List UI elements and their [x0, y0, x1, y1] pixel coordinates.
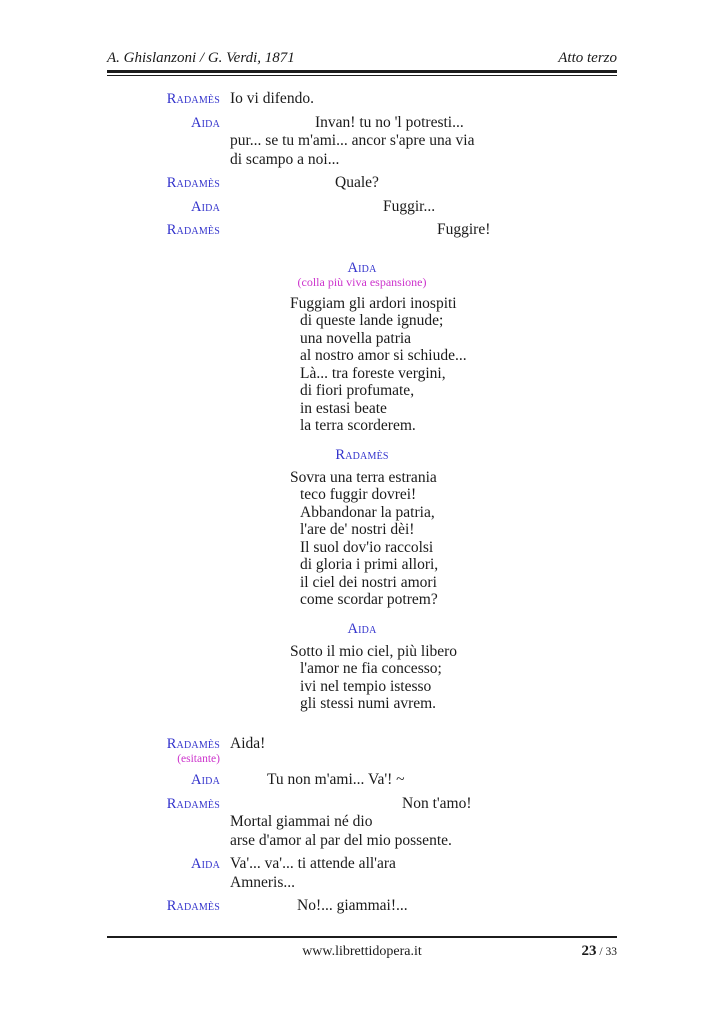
speaker-label-centered: Radamès	[335, 446, 389, 463]
verse-line: Sovra una terra estrania	[290, 468, 437, 486]
verse-block	[107, 260, 617, 435]
page-number-current: 23	[581, 943, 597, 959]
verse-line: l'amor ne fia concesso;	[300, 660, 442, 677]
verse-line: teco fuggir dovrei!	[300, 486, 417, 503]
dialog-row	[107, 795, 617, 851]
page-footer	[107, 936, 617, 960]
verse-block	[107, 621, 617, 713]
speaker-label-centered: Aida	[347, 620, 377, 637]
dialog-row	[107, 735, 617, 767]
speaker-label: Radamès	[166, 898, 220, 914]
speaker-label-centered: Aida	[347, 259, 377, 276]
dialog-line: pur... se tu m'ami... ancor s'apre una via	[230, 132, 475, 149]
verse-line: Là... tra foreste vergini,	[300, 364, 446, 382]
page-header	[107, 50, 617, 67]
dialog-line: No!... giammai!...	[297, 897, 408, 914]
speaker-label: Radamès	[166, 735, 220, 752]
verse-line: ivi nel tempio istesso	[300, 677, 432, 695]
dialog-line: Invan! tu no 'l potresti...	[315, 113, 464, 131]
footer-page-number	[582, 943, 617, 961]
dialog-line: di scampo a noi...	[230, 150, 340, 168]
verse-line: come scordar potrem?	[300, 591, 438, 608]
dialog-line: arse d'amor al par del mio possente.	[230, 831, 452, 849]
dialog-line: Tu non m'ami... Va'! ~	[267, 771, 405, 788]
dialog-line: Va'... va'... ti attende all'ara	[230, 855, 396, 872]
dialog-row	[107, 897, 617, 916]
verse-line: al nostro amor si schiude...	[300, 347, 467, 364]
header-author-line: A. Ghislanzoni / G. Verdi, 1871	[107, 50, 295, 66]
stage-direction: (colla più viva espansione)	[297, 274, 427, 289]
dialog-line: Fuggire!	[437, 221, 491, 238]
dialog-row	[107, 221, 617, 240]
header-rule	[107, 70, 617, 76]
footer-site-url: www.librettidopera.it	[302, 944, 422, 959]
dialog-row	[107, 114, 617, 170]
verse-line: la terra scorderem.	[300, 417, 416, 434]
speaker-label: Radamès	[166, 795, 220, 812]
verse-line: Il suol dov'io raccolsi	[300, 538, 434, 556]
dialog-line: Mortal giammai né dio	[230, 813, 373, 830]
verse-line: l'are de' nostri dèi!	[300, 521, 415, 538]
speaker-label: Radamès	[166, 222, 220, 238]
verse-line: il ciel dei nostri amori	[300, 573, 437, 591]
speaker-label: Aida	[190, 114, 220, 131]
verse-line: Abbandonar la patria,	[300, 503, 435, 521]
dialog-row	[107, 855, 617, 892]
dialog-line: Aida!	[230, 734, 266, 752]
speaker-label: Radamès	[166, 175, 220, 191]
speaker-label: Aida	[190, 198, 220, 215]
verse-line: di gloria i primi allori,	[300, 556, 439, 573]
dialog-line: Amneris...	[230, 873, 296, 891]
dialog-section-top	[107, 90, 617, 240]
dialog-line: Non t'amo!	[402, 794, 472, 812]
page-number-total: / 33	[599, 946, 617, 958]
speaker-label: Aida	[190, 856, 220, 872]
dialog-row	[107, 174, 617, 193]
dialog-row	[107, 198, 617, 217]
footer-rule	[107, 936, 617, 938]
header-act-title: Atto terzo	[558, 50, 617, 66]
verse-line: Fuggiam gli ardori inospiti	[290, 294, 457, 312]
verse-line: gli stessi numi avrem.	[300, 695, 437, 712]
dialog-line: Quale?	[335, 174, 379, 191]
dialog-line: Io vi difendo.	[230, 90, 314, 107]
stage-direction: (esitante)	[177, 753, 220, 765]
dialog-row	[107, 771, 617, 790]
dialog-section-bottom	[107, 735, 617, 916]
dialog-row	[107, 90, 617, 109]
dialog-line: Fuggir...	[383, 197, 436, 215]
verse-line: di fiori profumate,	[300, 382, 415, 399]
speaker-label: Aida	[190, 772, 220, 788]
verse-block	[107, 447, 617, 609]
verse-line: in estasi beate	[300, 399, 387, 417]
speaker-label: Radamès	[166, 91, 220, 107]
verse-line: di queste lande ignude;	[300, 312, 444, 329]
verse-line: una novella patria	[300, 329, 412, 347]
verse-line: Sotto il mio ciel, più libero	[290, 642, 458, 660]
